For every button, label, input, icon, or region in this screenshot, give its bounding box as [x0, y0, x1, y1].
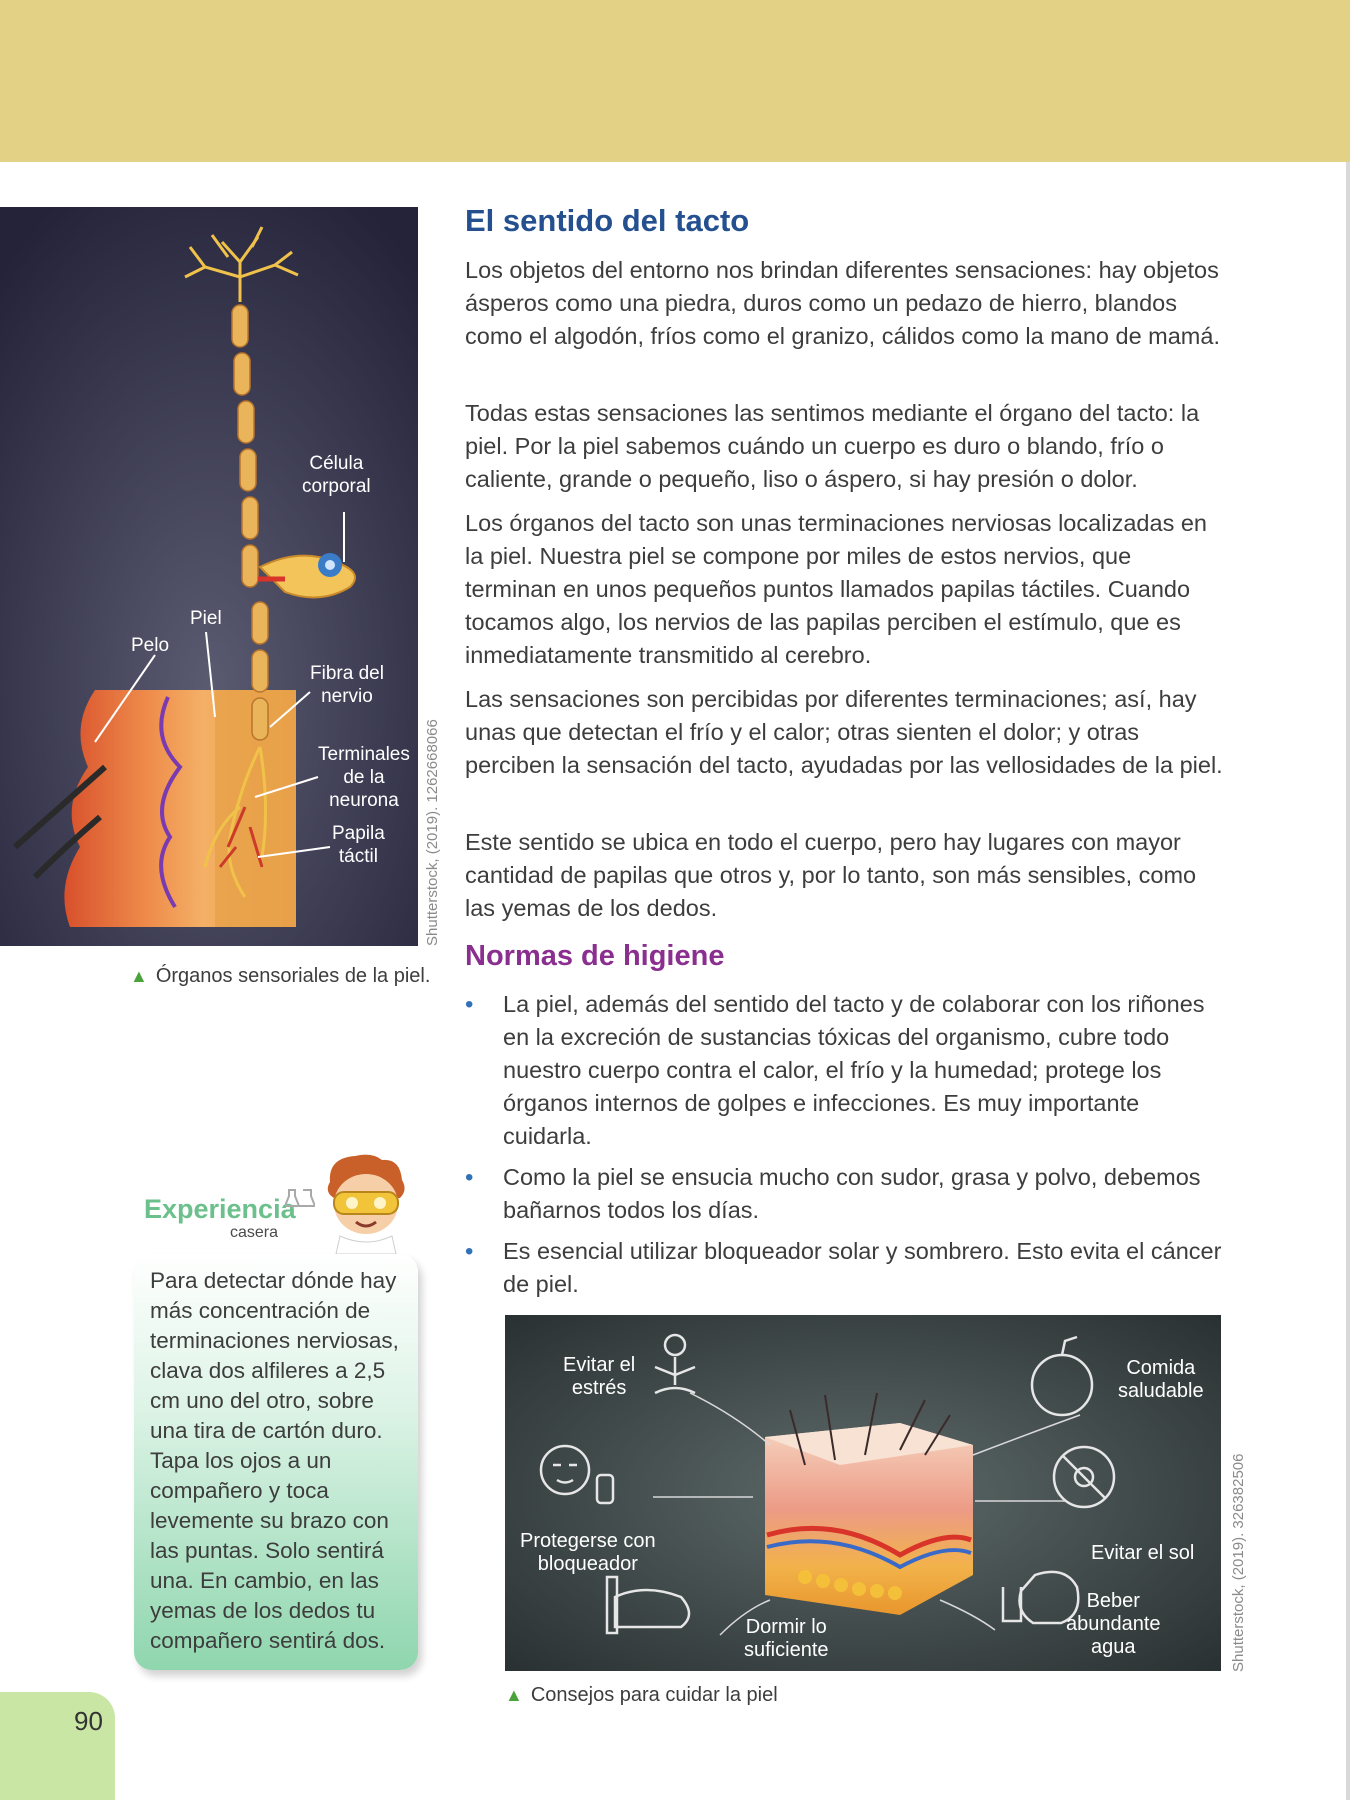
list-item: • Como la piel se ensucia mucho con sudor, grasa y polvo, debemos bañarnos todos los días. — [465, 1161, 1225, 1227]
label-pelo: Pelo — [131, 635, 170, 656]
label-fibra-nervio: Fibra del nervio — [310, 663, 384, 707]
experiencia-subtitle: casera — [230, 1224, 279, 1241]
experiencia-title: Experiencia — [144, 1194, 296, 1224]
page-number: 90 — [74, 1706, 103, 1736]
triangle-icon: ▲ — [130, 966, 148, 986]
paragraph-3: Los órganos del tacto son unas terminaciones nerviosas localizadas en la piel. Nuestra piel se compone por miles de estos nervios, que terminan en unos pequeños puntos llamados papilas táctiles. Cuando tocamos algo, los nervios de las papilas perciben el estímulo, que es inmediatamente transmitido al cerebro. — [465, 510, 1207, 668]
label-piel: Piel — [190, 608, 222, 629]
label-evitar-estres: Evitar el estrés — [563, 1354, 636, 1399]
paragraph-4: Las sensaciones son percibidas por diferentes terminaciones; así, hay unas que detectan el frío y el calor; otras sienten el dolor; y otras perciben la sensación del tacto, ayudadas por las vellosidades de la piel. — [465, 686, 1223, 778]
label-beber-agua: Beber abundante agua — [1066, 1590, 1161, 1658]
list-item: • La piel, además del sentido del tacto y de colaborar con los riñones en la excreción de sustancias tóxicas del organismo, cubre todo nuestro cuerpo contra el calor, el frío y la humedad; protege los órganos internos de golpes e infecciones. Es muy importante cuidarla. — [465, 988, 1225, 1153]
paragraph-5: Este sentido se ubica en todo el cuerpo, pero hay lugares con mayor cantidad de papilas que otros y, por lo tanto, son más sensibles, como las yemas de los dedos. — [465, 829, 1197, 921]
section-title-higiene: Normas de higiene — [465, 940, 725, 972]
label-celula-corporal: Célula corporal — [302, 453, 371, 497]
experiencia-text: Para detectar dónde hay más concentración de terminaciones nerviosas, clava dos alfileres a 2,5 cm uno del otro, sobre una tira de cartón duro. Tapa los ojos a un compañero y toca levemente su brazo con las puntas. Solo sentirá una. En cambio, en las yemas de los dedos tu compañero sentirá dos. — [150, 1268, 399, 1653]
caption-tips: ▲ Consejos para cuidar la piel — [505, 1684, 778, 1706]
triangle-icon: ▲ — [505, 1685, 523, 1705]
label-bloqueador: Protegerse con bloqueador — [520, 1530, 656, 1575]
label-dormir: Dormir lo suficiente — [744, 1616, 829, 1661]
paragraph-2: Todas estas sensaciones las sentimos mediante el órgano del tacto: la piel. Por la piel sabemos cuándo un cuerpo es duro o blando, frío o caliente, grande o pequeño, liso o áspero, si hay presión o dolor. — [465, 400, 1200, 492]
page-title: El sentido del tacto — [465, 203, 750, 238]
page-edge — [1346, 162, 1350, 1800]
scientist-boy-icon — [320, 1152, 410, 1254]
lab-flask-icon — [285, 1186, 315, 1212]
label-evitar-sol: Evitar el sol — [1091, 1542, 1195, 1564]
photo-credit-2: Shutterstock, (2019). 326382506 — [1230, 1453, 1247, 1672]
photo-credit-1: Shutterstock, (2019). 1262668066 — [424, 719, 441, 946]
caption-skin: ▲ Órganos sensoriales de la piel. — [130, 965, 431, 987]
paragraph-1: Los objetos del entorno nos brindan diferentes sensaciones: hay objetos ásperos como una piedra, duros como un pedazo de hierro, blandos como el algodón, fríos como el granizo, cálidos como la mano de mamá. — [465, 257, 1220, 349]
list-item: • Es esencial utilizar bloqueador solar y sombrero. Esto evita el cáncer de piel. — [465, 1235, 1225, 1301]
label-comida-saludable: Comida saludable — [1118, 1357, 1204, 1402]
label-terminales: Terminales de la neurona — [318, 744, 410, 811]
hygiene-list — [465, 988, 1225, 1309]
label-papila: Papila táctil — [332, 823, 385, 867]
header-band — [0, 0, 1350, 162]
